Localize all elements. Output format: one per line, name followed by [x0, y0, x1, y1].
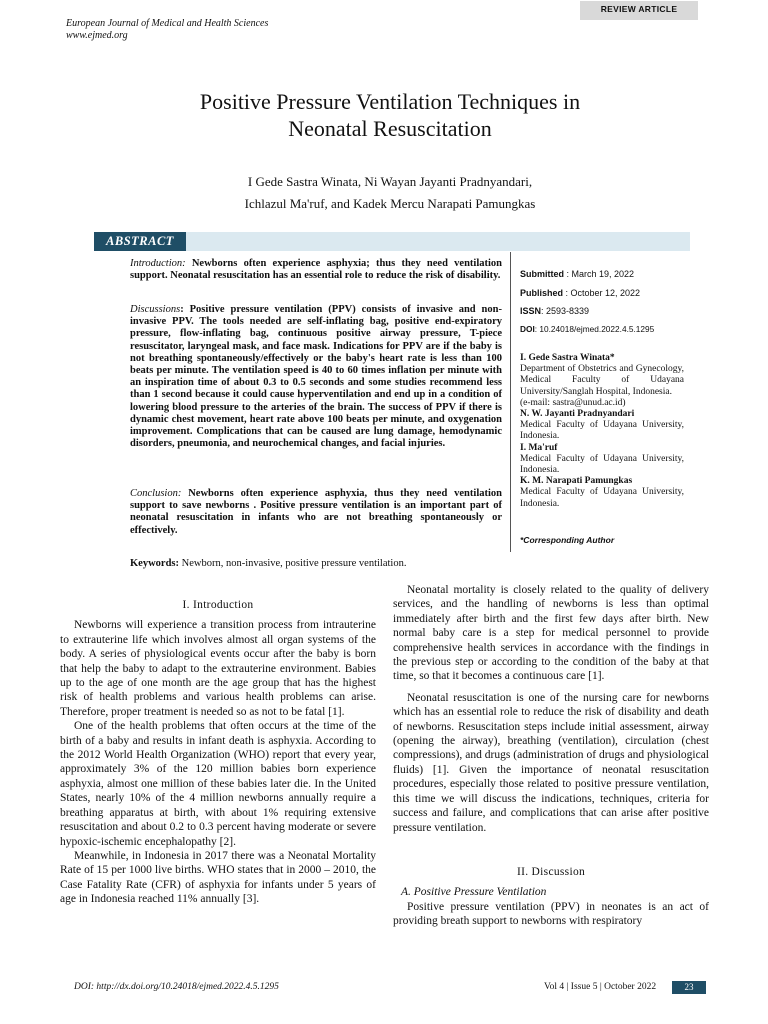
- abstract-discussion: [130, 304, 502, 450]
- column-divider: [510, 252, 511, 552]
- keywords-label: Keywords:: [130, 558, 179, 569]
- abstract-introduction: [130, 258, 502, 282]
- author3-name: I. Ma'ruf: [520, 442, 558, 453]
- author-affiliations: [520, 353, 684, 510]
- submitted-label: Submitted: [520, 269, 564, 279]
- journal-header: [66, 18, 268, 42]
- issn-value: : 2593-8339: [541, 306, 590, 316]
- disc-text: : Positive pressure ventilation (PPV) consists of invasive and non-invasive PPV. The tools needed are self-inflating bag, positive end-expiratory pressure, flow-inflating bag, continuous positive airway pressure, T-piece resuscitator, laryngeal mask, and face mask. Indications for PPV are if the baby is not breathing spontaneously/effectively or the baby's heart rate is less than 100 beats per minute. The ventilation speed is 40 to 60 times inflation per minute with an inspiration time of about 0.3 to 0.5 seconds and some studies recommend less than 1 second because it could cause hyperventilation and end up in a condition of lowering blood pressure to the arteries of the brain. The success of PPV if there is dynamic chest movement, heart rate above 100 beats per minute, and oxygenation improvement. Complications that can be caused are lung damage, hemodynamic disorders, pneumonia, and neurochemical changes, and facial injuries.: [130, 304, 502, 450]
- intro-paragraph-3: Meanwhile, in Indonesia in 2017 there was a Neonatal Mortality Rate of 15 per 1000 live births. WHO states that in 2000 – 2010, the Case Fatality Rate (CFR) of asphyxia for infants under 5 years of age in Indonesia reached 11% annually [3].: [60, 849, 376, 906]
- doi: [520, 323, 685, 335]
- abstract-conclusion: [130, 488, 502, 537]
- author-list: [60, 171, 720, 215]
- author3-affiliation: Medical Faculty of Udayana University, Indonesia.: [520, 453, 684, 476]
- author1-affiliation: Department of Obstetrics and Gynecology, Medical Faculty of Udayana University/Sanglah Hospital, Indonesia.: [520, 364, 684, 397]
- author1-email: (e-mail: sastra@unud.ac.id): [520, 397, 626, 408]
- authors-line-2: Ichlazul Ma'ruf, and Kadek Mercu Narapati Pamungkas: [244, 196, 536, 211]
- submitted-value: : March 19, 2022: [564, 269, 635, 279]
- author1-name: I. Gede Sastra Winata*: [520, 353, 615, 363]
- published-date: [520, 287, 685, 299]
- concl-text: Newborns often experience asphyxia, thus they need ventilation support to save newborns . Positive pressure ventilation is an important part of neonatal resuscitation in infants who are not breathing spontaneously or effectively.: [130, 488, 502, 536]
- footer-doi: DOI: http://dx.doi.org/10.24018/ejmed.2022.4.5.1295: [74, 982, 279, 992]
- issn: [520, 305, 685, 317]
- author2-affiliation: Medical Faculty of Udayana University, Indonesia.: [520, 420, 684, 442]
- article-type-badge: REVIEW ARTICLE: [580, 1, 698, 20]
- disc-label: Discussions: [130, 304, 181, 315]
- journal-name: European Journal of Medical and Health Sciences: [66, 18, 269, 29]
- published-label: Published: [520, 288, 564, 298]
- submitted-date: [520, 268, 685, 280]
- concl-label: Conclusion:: [130, 488, 182, 499]
- intro-paragraph-1: Newborns will experience a transition process from intrauterine to extrauterine life which involves almost all organ systems of the body. A series of physiological events occur after the baby is born that help the baby to adapt to the extrauterine environment. Babies up to the age of one month are the age group that has the highest risk of health problems and various health problems can arise. Therefore, proper treatment is needed so as not to be fatal [1].: [60, 619, 376, 718]
- left-column: [60, 598, 376, 907]
- subsection-heading: A. Positive Pressure Ventilation: [401, 886, 547, 899]
- intro-text: Newborns often experience asphyxia; thus they need ventilation support. Neonatal resuscitation has an essential role to reduce the risk of disability.: [130, 258, 502, 282]
- right-paragraph-3: Positive pressure ventilation (PPV) in neonates is an act of providing breath support to newborns with respiratory: [393, 900, 709, 928]
- abstract-label: ABSTRACT: [94, 232, 186, 251]
- right-column: [393, 583, 709, 929]
- journal-url: www.ejmed.org: [66, 30, 128, 41]
- title-line-1: Positive Pressure Ventilation Techniques in: [199, 89, 581, 114]
- doi-value: : 10.24018/ejmed.2022.4.5.1295: [534, 324, 655, 334]
- keywords: [130, 558, 406, 569]
- page-number: 23: [672, 981, 706, 994]
- footer-volume: Vol 4 | Issue 5 | October 2022: [544, 982, 657, 992]
- right-paragraph-1: Neonatal mortality is closely related to the quality of delivery services, and the handling of newborns is less than optimal immediately after birth and the first few days after birth. New normal baby care is a step for medical personnel to provide comprehensive health services in accordance with the findings in the previous step or according to the condition of the baby at that time, so that it becomes a continuous care [1].: [393, 584, 709, 683]
- published-value: : October 12, 2022: [563, 288, 641, 298]
- title-line-2: Neonatal Resuscitation: [288, 116, 492, 141]
- intro-paragraph-2: One of the health problems that often occurs at the time of the birth of a baby and results in infant death is asphyxia. According to the 2012 World Health Organization (WHO) report that every year, approximately 3% of the 120 million babies born experience asphyxia, almost one million of these babies later die. In the United States, nearly 10% of the 4 million newborns annually require a breathing apparatus at birth, with about 1% requiring extensive resuscitation and about 0.2 to 0.3 percent having moderate or severe hypoxic-ischemic encephalopathy [2].: [60, 720, 376, 848]
- corresponding-author-note: *Corresponding Author: [520, 535, 615, 545]
- issn-label: ISSN: [520, 306, 542, 316]
- authors-line-1: I Gede Sastra Winata, Ni Wayan Jayanti Pradnyandari,: [247, 174, 533, 189]
- intro-label: Introduction:: [130, 258, 186, 269]
- discussion-heading: II. Discussion: [516, 865, 586, 878]
- author2-name: N. W. Jayanti Pradnyandari: [520, 409, 635, 420]
- author4-name: K. M. Narapati Pamungkas: [520, 476, 633, 487]
- right-paragraph-2: Neonatal resuscitation is one of the nursing care for newborns which has an essential role to reduce the risk of disability and death of newborns. Resuscitation steps include initial assessment, airway (opening the airway), breathing (ventilation), circulation (chest compressions), and drugs (administration of drugs and physiological fluids) [1]. Given the importance of neonatal resuscitation procedures, especially those related to positive pressure ventilation, this time we will discuss the indications, techniques, criteria for success and failure, and complications that can arise after positive pressure ventilation.: [393, 691, 709, 834]
- paper-title: [60, 88, 720, 142]
- introduction-heading: I. Introduction: [182, 599, 254, 611]
- doi-label: DOI: [520, 324, 535, 334]
- author4-affiliation: Medical Faculty of Udayana University, Indonesia.: [520, 487, 684, 509]
- keywords-text: Newborn, non-invasive, positive pressure ventilation.: [179, 558, 407, 569]
